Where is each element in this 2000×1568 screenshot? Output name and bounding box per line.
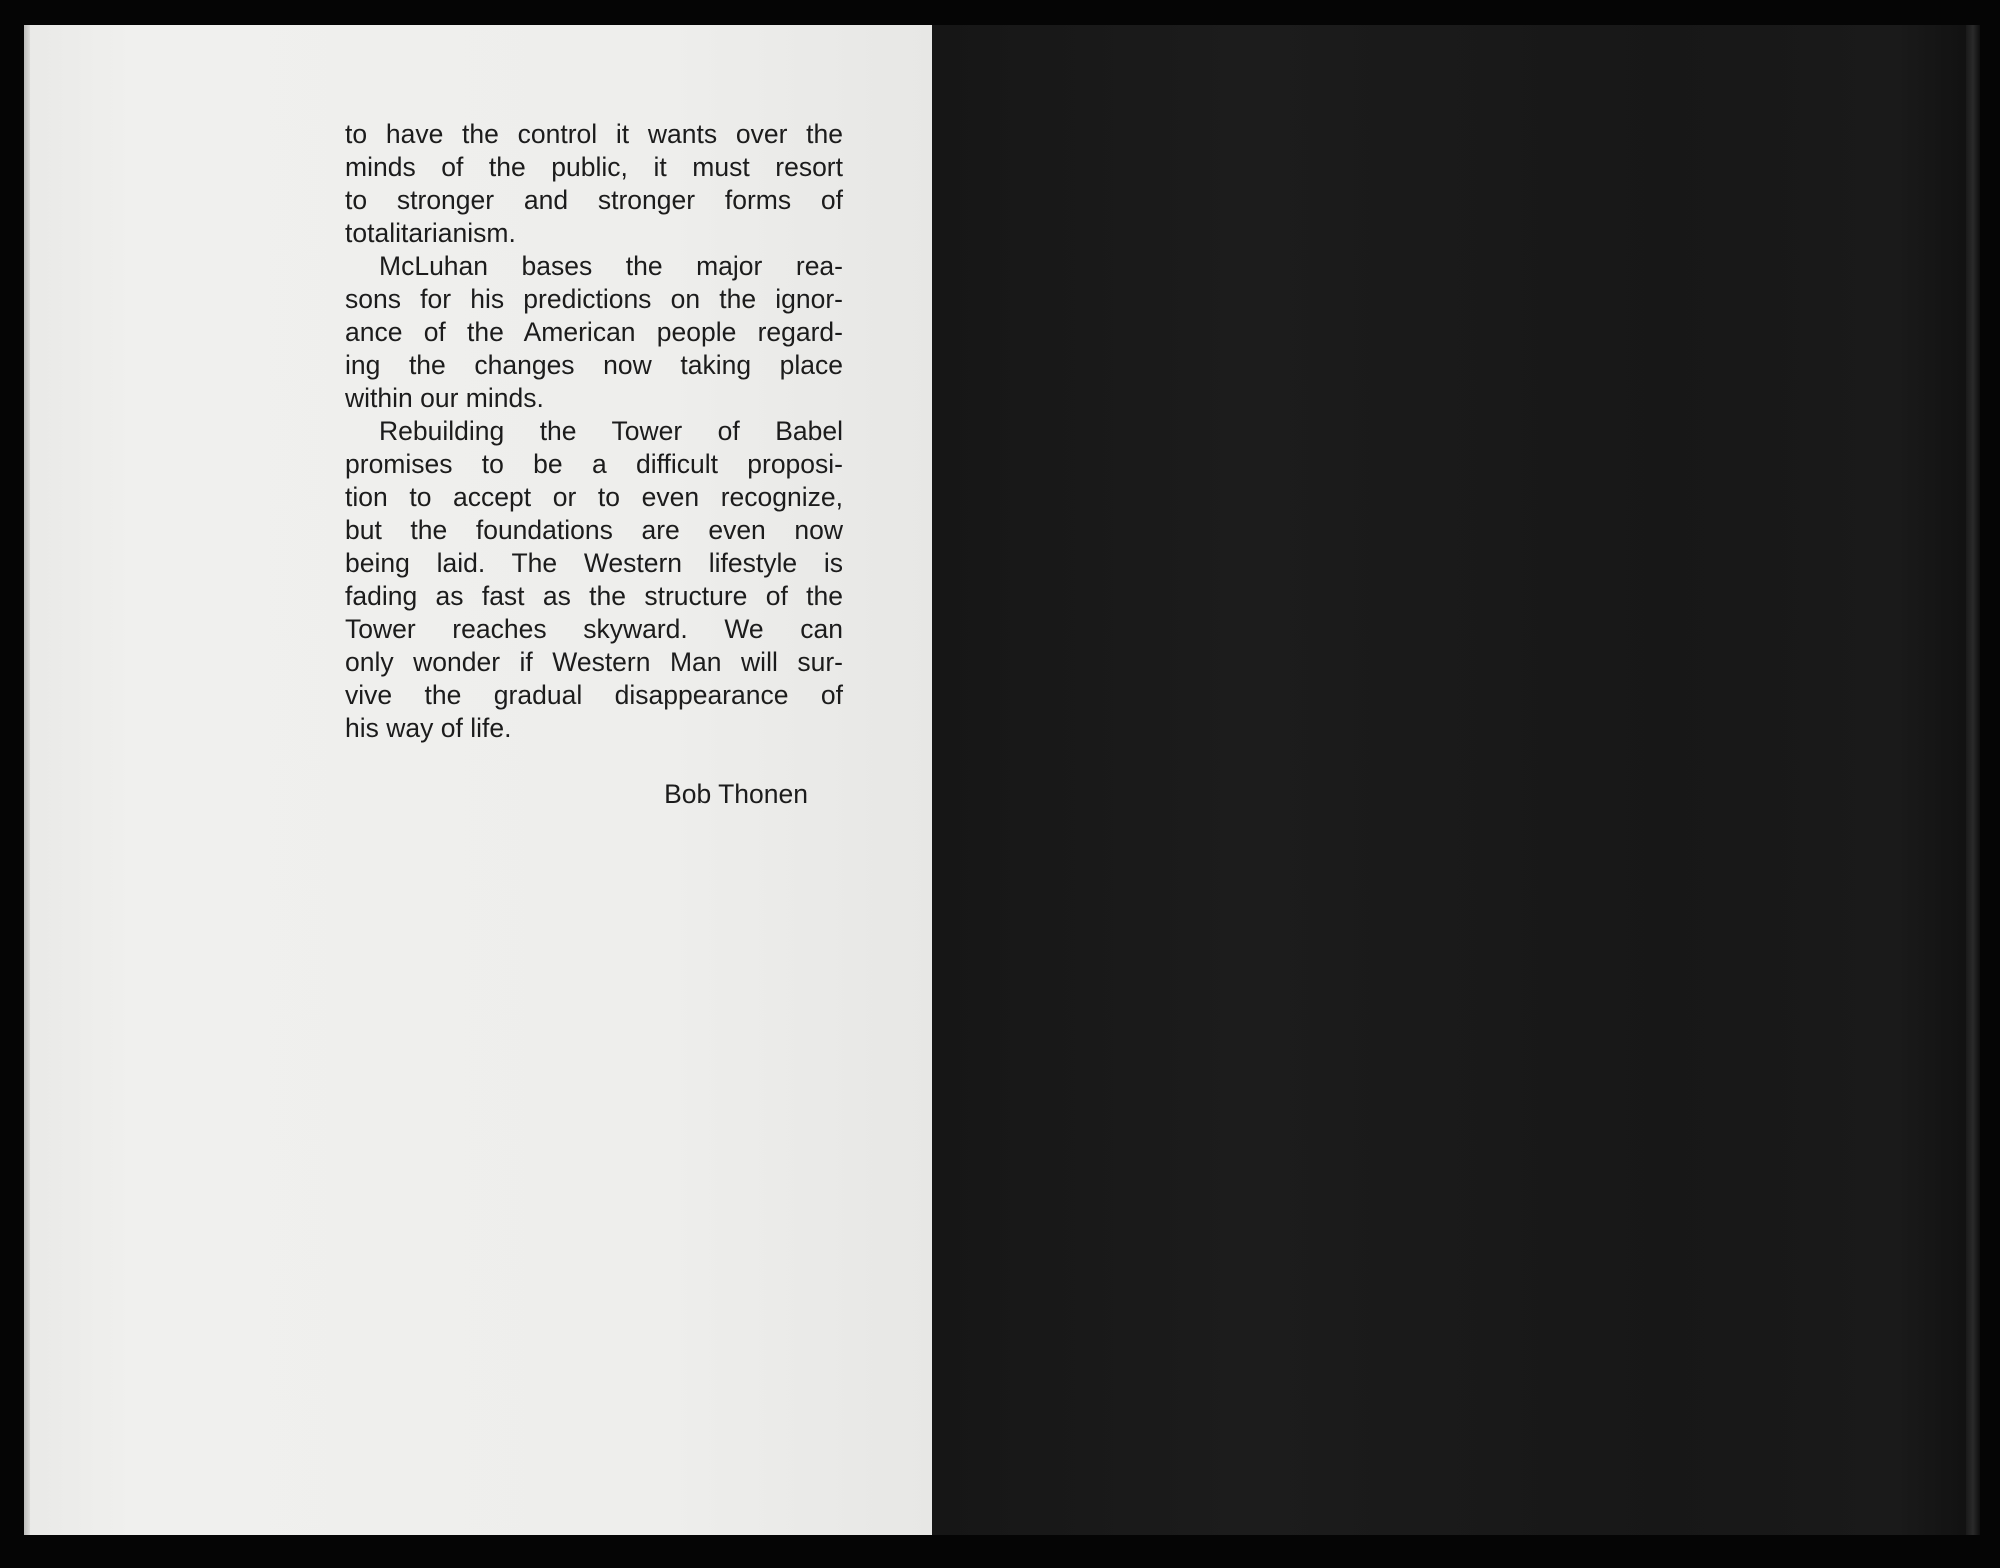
text-line: promises to be a difficult proposi- xyxy=(345,449,843,479)
right-page-black xyxy=(932,25,1980,1535)
text-line: sons for his predictions on the ignor- xyxy=(345,284,843,314)
text-line: McLuhan bases the major rea- xyxy=(379,251,843,281)
text-line: fading as fast as the structure of the xyxy=(345,581,843,611)
text-line: being laid. The Western lifestyle is xyxy=(345,548,843,578)
author-signature: Bob Thonen xyxy=(664,779,808,809)
text-line: within our minds. xyxy=(345,383,544,413)
text-line: minds of the public, it must resort xyxy=(345,152,843,182)
text-line: but the foundations are even now xyxy=(345,515,843,545)
text-line: totalitarianism. xyxy=(345,218,516,248)
text-line: vive the gradual disappearance of xyxy=(345,680,843,710)
text-line: tion to accept or to even recognize, xyxy=(345,482,843,512)
text-line: to stronger and stronger forms of xyxy=(345,185,843,215)
text-line: Tower reaches skyward. We can xyxy=(345,614,843,644)
text-line: to have the control it wants over the xyxy=(345,119,843,149)
left-page-edge xyxy=(24,25,30,1535)
text-line: his way of life. xyxy=(345,713,512,743)
text-line: Rebuilding the Tower of Babel xyxy=(379,416,843,446)
article-text xyxy=(345,118,843,745)
book-spread xyxy=(24,25,1980,1535)
text-line: only wonder if Western Man will sur- xyxy=(345,647,843,677)
text-line: ing the changes now taking place xyxy=(345,350,843,380)
right-page-edge xyxy=(1966,25,1980,1535)
text-line: ance of the American people regard- xyxy=(345,317,843,347)
